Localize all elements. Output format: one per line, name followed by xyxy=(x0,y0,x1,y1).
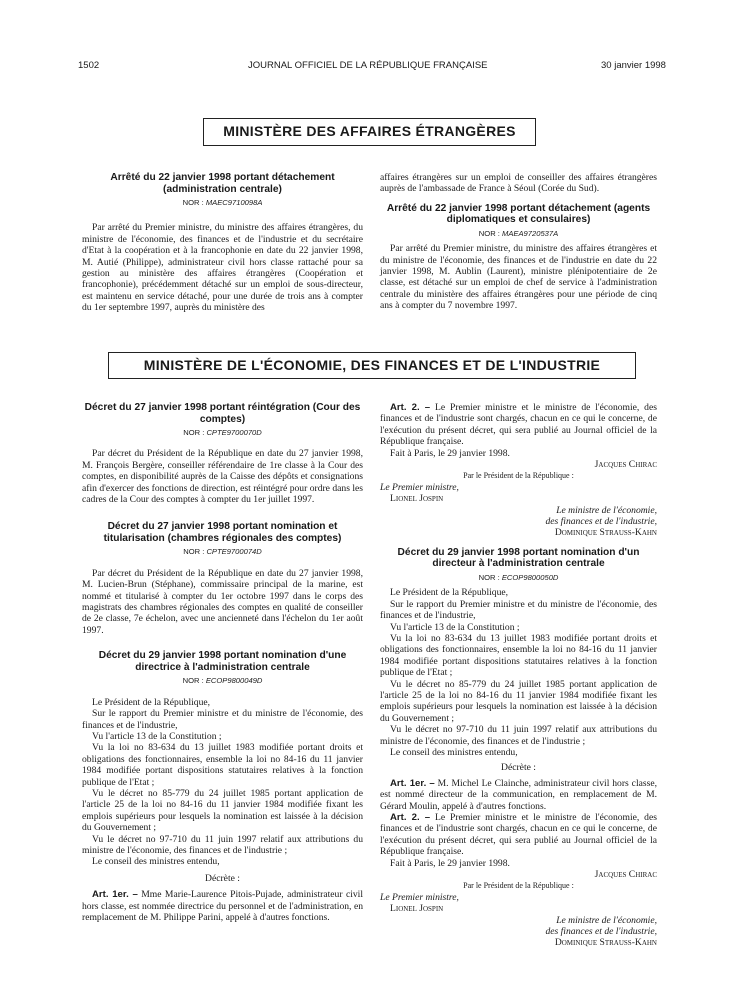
visa: Vu l'article 13 de la Constitution ; xyxy=(390,621,520,633)
visa: Sur le rapport du Premier ministre et du ministre de l'économie, des finances et de l'industrie, xyxy=(82,708,363,731)
ministry-heading-economie: MINISTÈRE DE L'ÉCONOMIE, DES FINANCES ET DE L'INDUSTRIE xyxy=(108,352,636,379)
issue-date: 30 janvier 1998 xyxy=(601,60,666,71)
signature-ministre: Dominique Strauss-Kahn xyxy=(554,527,657,539)
visa: Vu le décret no 85-779 du 24 juillet 1985 portant application de l'article 25 de la loi no 84-16 du 11 janvier 1984 modifiée fixant les emplois supérieurs pour lesquels la nomination est laissée à la décision du Gouvernement ; xyxy=(82,787,363,834)
arrete-autie-continuation: affaires étrangères sur un emploi de conseiller des affaires étrangères auprès de l'ambassade de France à Séoul (Corée du Sud). xyxy=(380,172,657,195)
nor-reference: NOR : ECOP9800049D xyxy=(182,676,263,686)
ministry-heading-affaires-etrangeres: MINISTÈRE DES AFFAIRES ÉTRANGÈRES xyxy=(203,118,536,146)
page-number: 1502 xyxy=(78,60,100,71)
decret-title: Décret du 27 janvier 1998 portant nomination et titularisation (chambres régionales des comptes) xyxy=(103,521,342,544)
fait-a-paris: Fait à Paris, le 29 janvier 1998. xyxy=(390,447,510,459)
nor-reference: NOR : CPTE9700074D xyxy=(183,547,262,557)
visa: Sur le rapport du Premier ministre et du ministre de l'économie, des finances et de l'industrie, xyxy=(380,598,657,622)
ministre-label: des finances et de l'industrie, xyxy=(545,926,657,938)
article-1: Art. 1er. – M. Michel Le Clainche, administrateur civil hors classe, est nommé directeur de la communication, en remplacement de M. Gérard Moulin, appelé à d'autres fonctions. xyxy=(380,777,657,812)
article-1: Art. 1er. – Mme Marie-Laurence Pitois-Pujade, administrateur civil hors classe, est nommée directrice du personnel et de l'administration, en remplacement de M. Philippe Parini, appelé à d'autres fonctions. xyxy=(82,889,363,923)
premier-ministre-label: Le Premier ministre, xyxy=(380,481,459,493)
journal-title: JOURNAL OFFICIEL DE LA RÉPUBLIQUE FRANÇAISE xyxy=(248,60,488,71)
arrete-body: Par arrêté du Premier ministre, du ministre des affaires étrangères et du ministre de l'économie, des finances et de l'industrie en date du 22 janvier 1998, M. Aublin (Laurent), ministre plénipotentiaire de 2e classe, est détaché sur un emploi de chef de service à l'administration centrale du ministère des affaires étrangères pour une période de cinq ans à compter du 7 novembre 1997. xyxy=(380,243,657,312)
visa: Le conseil des ministres entendu, xyxy=(92,856,220,868)
visa: Le Président de la République, xyxy=(390,587,509,599)
ministre-label: Le ministre de l'économie, xyxy=(556,914,657,926)
signature-premier-ministre: Lionel Jospin xyxy=(390,493,444,505)
par-le-president: Par le Président de la République : xyxy=(463,881,574,891)
right-column-section2 xyxy=(380,402,657,949)
decret-body: Par décret du Président de la République en date du 27 janvier 1998, M. François Bergère, conseiller référendaire de 1re classe à la Cour des comptes, en disponibilité auprès de la Caisse des dépôts et consignations afin d'exercer des fonctions de direction, est réintégré pour ordre dans les cadres de la Cour des comptes à compter du 1er juillet 1997. xyxy=(82,448,363,506)
signature-ministre: Dominique Strauss-Kahn xyxy=(554,937,657,949)
par-le-president: Par le Président de la République : xyxy=(463,471,574,481)
article-2: Art. 2. – Le Premier ministre et le ministre de l'économie, des finances et de l'industrie sont chargés, chacun en ce qui le concerne, de l'exécution du présent décret, qui sera publié au Journal officiel de la République française. xyxy=(380,812,657,858)
visa: Vu le décret no 97-710 du 11 juin 1997 relatif aux attributions du ministre de l'économie, des finances et de l'industrie ; xyxy=(380,724,657,747)
nor-reference: NOR : CPTE9700070D xyxy=(183,428,262,437)
decret-body: Par décret du Président de la République en date du 27 janvier 1998, M. Lucien-Brun (Stéphane), commissaire principal de la marine, est nommé et titularisé à compter du 1er octobre 1997 dans le corps des magistrats des chambres régionales des comptes en qualité de conseiller de 2e classe, 7e échelon, avec une ancienneté dans l'échelon du 1er août 1997. xyxy=(82,567,363,636)
visa: Vu le décret no 97-710 du 11 juin 1997 relatif aux attributions du ministre de l'économie, des finances et de l'industrie ; xyxy=(82,833,363,856)
ministre-label: Le ministre de l'économie, xyxy=(556,504,657,516)
decrete: Décrète : xyxy=(205,872,240,884)
signature-president: Jacques Chirac xyxy=(594,459,657,471)
visa: Vu la loi no 83-634 du 13 juillet 1983 modifiée portant droits et obligations des fonctionnaires, ensemble la loi no 84-16 du 11 janvier 1984 modifiée portant dispositions statutaires relatives à la fonction publique de l'Etat ; xyxy=(380,632,657,679)
article-2: Art. 2. – Le Premier ministre et le ministre de l'économie, des finances et de l'industrie sont chargés, chacun en ce qui le concerne, de l'exécution du présent décret, qui sera publié au Journal officiel de la République française. xyxy=(380,402,657,448)
arrete-title: Arrêté du 22 janvier 1998 portant détachement (administration centrale) xyxy=(110,172,335,195)
left-column-section2 xyxy=(82,402,363,923)
arrete-title: Arrêté du 22 janvier 1998 portant détachement (agents diplomatiques et consulaires) xyxy=(386,202,651,226)
signature-president: Jacques Chirac xyxy=(594,869,657,881)
visa: Vu la loi no 83-634 du 13 juillet 1983 modifiée portant droits et obligations des fonctionnaires, ensemble la loi no 84-16 du 11 janvier 1984 modifiée portant dispositions statutaires relatives à la fonction publique de l'Etat ; xyxy=(82,742,363,788)
arrete-body: Par arrêté du Premier ministre, du ministre des affaires étrangères, du ministre de l'économie, des finances et de l'industrie et du secrétaire d'Etat à la coopération et à la francophonie en date du 22 janvier 1998, M. Autié (Philippe), administrateur civil hors classe rattaché pour sa gestion au ministère des affaires étrangères (Coopération et francophonie), précédemment détaché sur un emploi de sous-directeur, est maintenu en service détaché, pour une durée de trois ans à compter du 1er septembre 1997, auprès du ministère des xyxy=(82,222,363,314)
right-column-section1 xyxy=(380,172,657,312)
visa: Le Président de la République, xyxy=(92,696,211,708)
signature-premier-ministre: Lionel Jospin xyxy=(390,903,444,915)
ministre-label: des finances et de l'industrie, xyxy=(545,516,657,528)
visa: Vu l'article 13 de la Constitution ; xyxy=(92,730,222,742)
nor-reference: NOR : ECOP9800050D xyxy=(478,572,559,582)
visa: Vu le décret no 85-779 du 24 juillet 1985 portant application de l'article 25 de la loi no 84-16 du 11 janvier 1984 modifiée fixant les emplois supérieurs pour lesquels la nomination est laissée à la décision du Gouvernement ; xyxy=(380,678,657,724)
nor-reference: NOR : MAEC9710098A xyxy=(182,198,263,207)
decret-title: Décret du 27 janvier 1998 portant réintégration (Cour des comptes) xyxy=(84,402,361,425)
nor-reference: NOR : MAEA9720537A xyxy=(478,228,559,238)
fait-a-paris: Fait à Paris, le 29 janvier 1998. xyxy=(390,857,510,869)
premier-ministre-label: Le Premier ministre, xyxy=(380,891,459,903)
decrete: Décrète : xyxy=(501,762,536,774)
arrete-autie xyxy=(82,172,363,314)
visa: Le conseil des ministres entendu, xyxy=(390,746,518,758)
decret-title: Décret du 29 janvier 1998 portant nomination d'un directeur à l'administration centrale xyxy=(397,546,640,570)
decret-title: Décret du 29 janvier 1998 portant nomination d'une directrice à l'administration centrale xyxy=(98,650,347,673)
